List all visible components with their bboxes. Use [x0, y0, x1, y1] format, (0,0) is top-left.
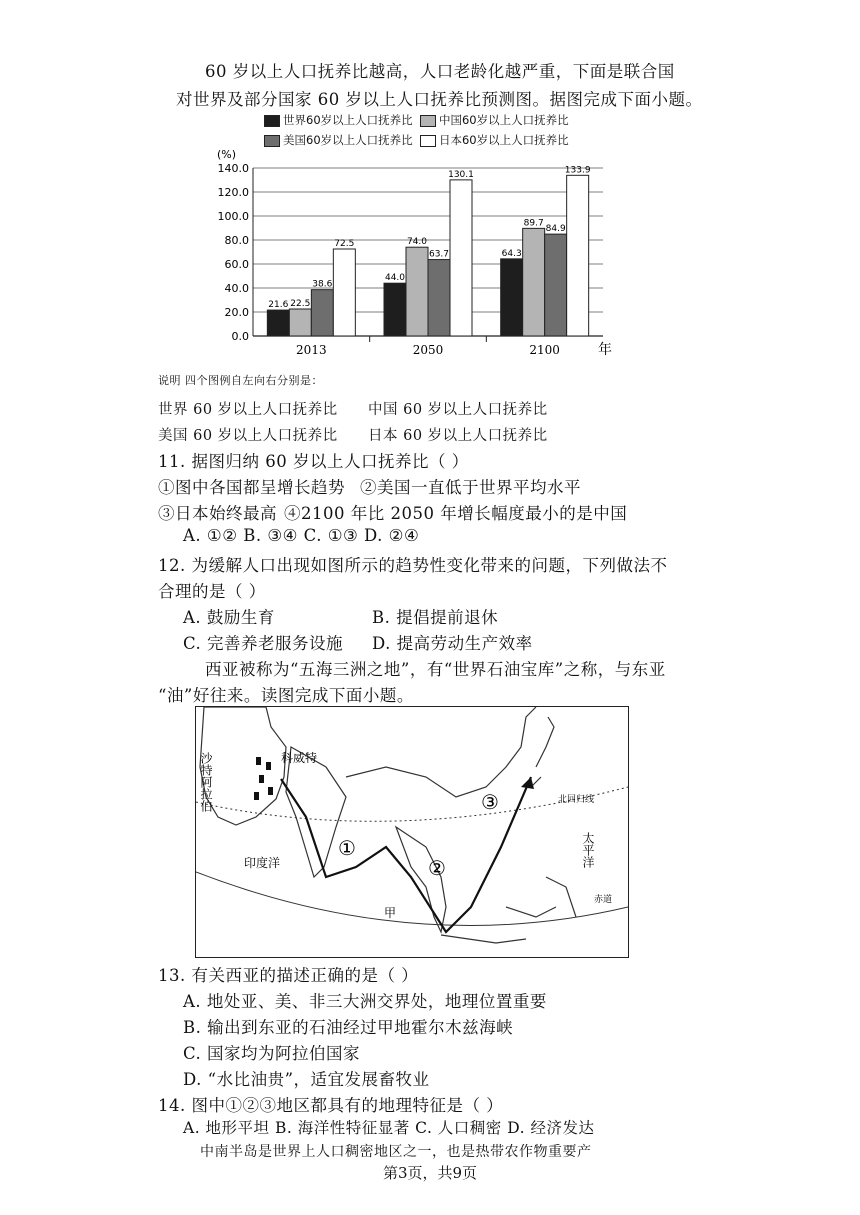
q13-option-c: C. 国家均为阿拉伯国家 — [183, 1044, 361, 1063]
bar-value-label: 89.7 — [523, 218, 544, 229]
q11-option-1: ①图中各国都呈增长趋势 — [158, 478, 345, 497]
label-region-2: ② — [428, 856, 446, 880]
q12-stem-line-1: 12. 为缓解人口出现如图所示的趋势性变化带来的问题，下列做法不 — [158, 556, 668, 575]
legend-text-d: 日本 60 岁以上人口抚养比 — [368, 428, 548, 444]
india-landmass — [286, 747, 346, 877]
q12-option-b: B. 提倡提前退休 — [372, 608, 499, 627]
bar-value-label: 63.7 — [428, 249, 450, 260]
legend-label-usa: 美国60岁以上人口抚养比 — [283, 133, 413, 147]
bar — [523, 228, 545, 336]
x-unit-label: 年 — [598, 342, 612, 358]
label-region-1: ① — [338, 836, 356, 860]
bar-value-label: 133.9 — [564, 165, 591, 176]
y-tick-label: 20.0 — [224, 306, 249, 319]
bar — [567, 175, 589, 336]
q12-option-c: C. 完善养老服务设施 — [183, 634, 344, 653]
label-pacific: 太平洋 — [581, 832, 595, 868]
y-tick-label: 120.0 — [217, 186, 249, 199]
q13-option-a: A. 地处亚、美、非三大洲交界处，地理位置重要 — [183, 992, 547, 1011]
bar — [267, 310, 289, 336]
q11-option-2: ②美国一直低于世界平均水平 — [360, 478, 581, 497]
bar — [289, 309, 311, 336]
legend-swatch-world — [264, 115, 280, 127]
east-asia-landmass — [346, 707, 536, 797]
q11-option-4: ④2100 年比 2050 年增长幅度最小的是中国 — [284, 504, 628, 523]
legend-text-c: 美国 60 岁以上人口抚养比 — [158, 428, 338, 444]
legend-label-japan: 日本60岁以上人口抚养比 — [438, 133, 569, 147]
q14-stem: 14. 图中①②③地区都具有的地理特征是（ ） — [158, 1096, 504, 1115]
y-tick-label: 140.0 — [217, 162, 249, 175]
intro2-line-2: “油”好往来。读图完成下面小题。 — [158, 686, 414, 705]
bar — [450, 180, 472, 336]
q12-stem-line-2: 合理的是（ ） — [158, 582, 266, 601]
bar — [406, 247, 428, 336]
bar-value-label: 130.1 — [448, 169, 474, 180]
japan-islands — [531, 717, 554, 787]
q11-choices: A. ①② B. ③④ C. ①③ D. ②④ — [183, 526, 420, 545]
intro-line-1: 60 岁以上人口抚养比越高，人口老龄化越严重，下面是联合国 — [205, 62, 675, 81]
y-unit-label: (%) — [217, 148, 237, 161]
oil-route-arrowhead — [521, 777, 534, 789]
q14-choices: A. 地形平坦 B. 海洋性特征显著 C. 人口稠密 D. 经济发达 — [183, 1119, 595, 1137]
y-tick-label: 60.0 — [224, 258, 249, 271]
y-tick-label: 0.0 — [231, 330, 249, 343]
legend-label-world: 世界60岁以上人口抚养比 — [283, 113, 413, 127]
q13-stem: 13. 有关西亚的描述正确的是（ ） — [158, 966, 419, 985]
legend-label-china: 中国60岁以上人口抚养比 — [438, 113, 569, 127]
legend-text-a: 世界 60 岁以上人口抚养比 — [158, 402, 338, 418]
y-tick-label: 100.0 — [217, 210, 249, 223]
bar — [428, 260, 450, 336]
label-equator: 赤道 — [594, 895, 613, 905]
oil-field-markers — [254, 757, 273, 800]
bar-value-label: 38.6 — [312, 279, 333, 290]
bar-value-label: 84.9 — [545, 224, 566, 235]
intro2-line-1: 西亚被称为“五海三洲之地”，有“世界石油宝库”之称，与东亚 — [205, 660, 666, 679]
label-tropic: 北回归线 — [558, 795, 595, 805]
bar-value-label: 72.5 — [334, 239, 355, 249]
legend-text-b: 中国 60 岁以上人口抚养比 — [368, 402, 548, 418]
x-category-label: 2050 — [412, 343, 444, 357]
label-kuwait: 科威特 — [281, 751, 318, 765]
q12-option-d: D. 提高劳动生产效率 — [372, 634, 533, 653]
trailing-text: 中南半岛是世界上人口稠密地区之一，也是热带农作物重要产 — [200, 1144, 592, 1160]
q11-stem: 11. 据图归纳 60 岁以上人口抚养比（ ） — [158, 452, 469, 471]
label-indian-ocean: 印度洋 — [244, 856, 281, 870]
q12-option-a: A. 鼓励生育 — [183, 608, 275, 627]
x-category-label: 2013 — [296, 343, 327, 357]
y-tick-label: 80.0 — [224, 234, 249, 247]
bar — [384, 283, 406, 336]
bar-value-label: 44.0 — [384, 273, 406, 284]
bar — [311, 290, 333, 336]
chart-legend-row-1 — [264, 112, 569, 128]
bar-value-label: 21.6 — [268, 300, 289, 311]
bar-value-label: 64.3 — [501, 248, 522, 259]
bar — [333, 249, 355, 336]
indonesia-islands — [441, 877, 576, 943]
bar — [501, 259, 523, 336]
west-east-asia-map — [195, 706, 629, 958]
x-category-label: 2100 — [529, 343, 560, 357]
bar-value-label: 22.5 — [290, 299, 311, 309]
q13-option-d: D. “水比油贵”，适宜发展畜牧业 — [183, 1070, 430, 1089]
y-tick-label: 40.0 — [224, 282, 249, 295]
q11-option-3: ③日本始终最高 — [158, 504, 277, 523]
population-bar-chart — [205, 140, 625, 365]
label-saudi: 沙特阿拉伯 — [199, 752, 213, 812]
label-region-3: ③ — [481, 790, 499, 814]
chart-note: 说明 四个图例自左向右分别是： — [158, 374, 323, 387]
intro-line-2: 对世界及部分国家 60 岁以上人口抚养比预测图。据图完成下面小题。 — [176, 90, 703, 109]
bar-value-label: 74.0 — [406, 237, 428, 248]
legend-swatch-china — [420, 115, 436, 127]
label-jia: 甲 — [384, 906, 397, 920]
q13-option-b: B. 输出到东亚的石油经过甲地霍尔木兹海峡 — [183, 1018, 514, 1037]
bar — [545, 234, 567, 336]
page-footer: 第3页，共9页 — [382, 1164, 478, 1182]
